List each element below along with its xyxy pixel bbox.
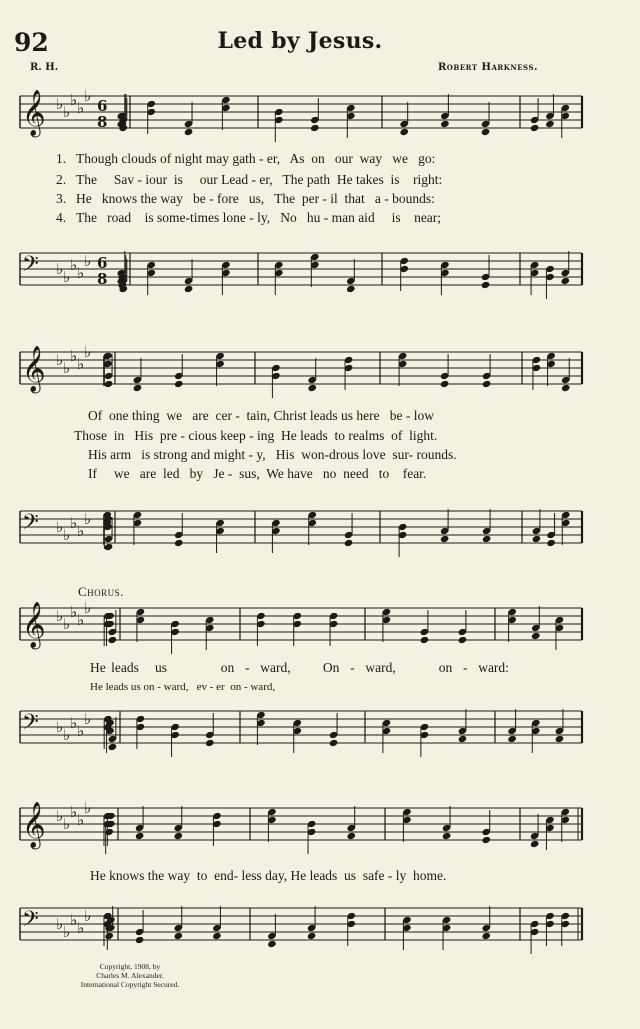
note-head bbox=[174, 380, 184, 388]
flat-sign-icon: ♭ bbox=[63, 815, 71, 833]
note-head bbox=[108, 636, 118, 644]
copyright-line-3: International Copyright Secured. bbox=[80, 980, 180, 989]
hymn-title: Led by Jesus. bbox=[217, 28, 383, 54]
bass-clef-icon: 𝄢 bbox=[22, 907, 39, 937]
flat-sign-icon: ♭ bbox=[70, 603, 78, 621]
flat-sign-icon: ♭ bbox=[84, 907, 92, 925]
note-head bbox=[507, 735, 517, 743]
flat-sign-icon: ♭ bbox=[84, 799, 92, 817]
flat-sign-icon: ♭ bbox=[84, 710, 92, 728]
note-head bbox=[481, 281, 491, 289]
bass-clef-icon: 𝄢 bbox=[22, 252, 39, 282]
system-4-treble-staff bbox=[0, 800, 640, 860]
verse-line-4: 4. The road is some-times lone - ly, No hu - man aid is near; bbox=[56, 210, 442, 225]
note-head bbox=[560, 277, 570, 285]
time-signature-numerator: 6 bbox=[97, 97, 108, 115]
note-head bbox=[530, 124, 540, 132]
flat-sign-icon: ♭ bbox=[56, 518, 64, 536]
flat-sign-icon: ♭ bbox=[56, 351, 64, 369]
flat-sign-icon: ♭ bbox=[77, 522, 85, 540]
note-head bbox=[458, 735, 468, 743]
flat-sign-icon: ♭ bbox=[77, 99, 85, 117]
note-head bbox=[346, 285, 356, 293]
verse-line-3: 3. He knows the way be - fore us, The per - il that a - bounds: bbox=[56, 191, 435, 206]
note-head bbox=[205, 739, 215, 747]
verse2-line-1: Of one thing we are cer - tain, Christ leads us here be - low bbox=[88, 408, 435, 423]
note-head bbox=[344, 539, 354, 547]
flat-sign-icon: ♭ bbox=[77, 811, 85, 829]
note-head bbox=[532, 535, 542, 543]
flat-sign-icon: ♭ bbox=[70, 514, 78, 532]
flat-sign-icon: ♭ bbox=[56, 915, 64, 933]
flat-sign-icon: ♭ bbox=[56, 607, 64, 625]
flat-sign-icon: ♭ bbox=[56, 718, 64, 736]
verse2-line-4: If we are led by Je - sus, We have no need to fear. bbox=[88, 466, 427, 481]
verse-line-2: 2. The Sav - iour is our Lead - er, The path He takes is right: bbox=[56, 172, 443, 187]
flat-sign-icon: ♭ bbox=[84, 599, 92, 617]
flat-sign-icon: ♭ bbox=[63, 268, 71, 286]
time-signature-denominator: 8 bbox=[97, 270, 108, 288]
bass-clef-icon: 𝄢 bbox=[22, 710, 39, 740]
note-head bbox=[173, 832, 183, 840]
note-head bbox=[555, 735, 565, 743]
copyright-line-1: Copyright, 1908, by bbox=[99, 962, 161, 971]
note-head bbox=[329, 739, 339, 747]
system-1-treble-staff bbox=[0, 88, 640, 148]
system-4-bass-staff bbox=[0, 900, 640, 960]
flat-sign-icon: ♭ bbox=[70, 714, 78, 732]
note-head bbox=[174, 539, 184, 547]
treble-clef-icon: 𝄞 bbox=[22, 90, 46, 136]
flat-sign-icon: ♭ bbox=[63, 359, 71, 377]
flat-sign-icon: ♭ bbox=[84, 510, 92, 528]
verse2-line-2: Those in His pre - cious keep - ing He leads to realms of light. bbox=[74, 428, 438, 443]
flat-sign-icon: ♭ bbox=[56, 95, 64, 113]
flat-sign-icon: ♭ bbox=[84, 252, 92, 270]
note-head bbox=[104, 543, 114, 551]
flat-sign-icon: ♭ bbox=[77, 919, 85, 937]
note-head bbox=[307, 384, 317, 392]
chorus-lyric: He leads us on - ward, On - ward, on - ward: bbox=[90, 660, 509, 675]
time-signature-numerator: 6 bbox=[97, 254, 108, 272]
chorus-label: Chorus. bbox=[78, 584, 124, 599]
note-head bbox=[104, 380, 114, 388]
flat-sign-icon: ♭ bbox=[84, 87, 92, 105]
note-head bbox=[399, 128, 409, 136]
flat-sign-icon: ♭ bbox=[77, 722, 85, 740]
hymn-number: 92 bbox=[14, 28, 49, 57]
note-head bbox=[135, 936, 145, 944]
note-head bbox=[482, 380, 492, 388]
note-head bbox=[104, 932, 114, 940]
note-head bbox=[267, 940, 277, 948]
flat-sign-icon: ♭ bbox=[70, 91, 78, 109]
note-head bbox=[545, 120, 555, 128]
note-head bbox=[531, 632, 541, 640]
flat-sign-icon: ♭ bbox=[70, 911, 78, 929]
treble-clef-icon: 𝄞 bbox=[22, 602, 46, 648]
note-head bbox=[133, 384, 143, 392]
system-3-bass-staff bbox=[0, 703, 640, 763]
flat-sign-icon: ♭ bbox=[63, 726, 71, 744]
note-head bbox=[442, 832, 452, 840]
author-initials: R. H. bbox=[30, 62, 59, 73]
flat-sign-icon: ♭ bbox=[56, 260, 64, 278]
flat-sign-icon: ♭ bbox=[63, 615, 71, 633]
note-head bbox=[458, 636, 468, 644]
note-head bbox=[530, 840, 540, 848]
flat-sign-icon: ♭ bbox=[63, 923, 71, 941]
system-3-treble-staff bbox=[0, 600, 640, 660]
note-head bbox=[481, 128, 491, 136]
flat-sign-icon: ♭ bbox=[70, 803, 78, 821]
note-head bbox=[561, 384, 571, 392]
note-head bbox=[440, 380, 450, 388]
note-head bbox=[482, 535, 492, 543]
flat-sign-icon: ♭ bbox=[63, 526, 71, 544]
note-head bbox=[440, 535, 450, 543]
note-head bbox=[184, 285, 194, 293]
flat-sign-icon: ♭ bbox=[84, 343, 92, 361]
flat-sign-icon: ♭ bbox=[77, 611, 85, 629]
note-head bbox=[546, 539, 556, 547]
bass-clef-icon: 𝄢 bbox=[22, 510, 39, 540]
flat-sign-icon: ♭ bbox=[77, 355, 85, 373]
treble-clef-icon: 𝄞 bbox=[22, 346, 46, 392]
note-head bbox=[440, 120, 450, 128]
copyright-line-2: Charles M. Alexander. bbox=[96, 971, 164, 980]
note-head bbox=[108, 743, 118, 751]
note-head bbox=[310, 124, 320, 132]
note-head bbox=[307, 932, 317, 940]
composer-credit: Robert Harkness. bbox=[438, 62, 538, 73]
verse-line-1: 1. Though clouds of night may gath - er, As on our way we go: bbox=[56, 151, 436, 166]
flat-sign-icon: ♭ bbox=[63, 103, 71, 121]
note-head bbox=[420, 636, 430, 644]
system-1-bass-staff bbox=[0, 245, 640, 305]
treble-clef-icon: 𝄞 bbox=[22, 802, 46, 848]
system-2-treble-staff bbox=[0, 344, 640, 404]
system-2-bass-staff bbox=[0, 503, 640, 563]
time-signature-denominator: 8 bbox=[97, 113, 108, 131]
note-head bbox=[184, 128, 194, 136]
flat-sign-icon: ♭ bbox=[70, 256, 78, 274]
note-head bbox=[135, 832, 145, 840]
flat-sign-icon: ♭ bbox=[56, 807, 64, 825]
note-head bbox=[212, 932, 222, 940]
flat-sign-icon: ♭ bbox=[70, 347, 78, 365]
note-head bbox=[346, 832, 356, 840]
note-head bbox=[481, 836, 491, 844]
flat-sign-icon: ♭ bbox=[77, 264, 85, 282]
copyright-notice bbox=[60, 962, 200, 989]
chorus-alto-lyric: He leads us on - ward, ev - er on - ward, bbox=[90, 681, 276, 693]
verse2-line-3: His arm is strong and might - y, His won-drous love sur- rounds. bbox=[88, 447, 457, 462]
final-lyric: He knows the way to end- less day, He leads us safe - ly home. bbox=[90, 868, 447, 883]
note-head bbox=[173, 932, 183, 940]
note-head bbox=[481, 932, 491, 940]
